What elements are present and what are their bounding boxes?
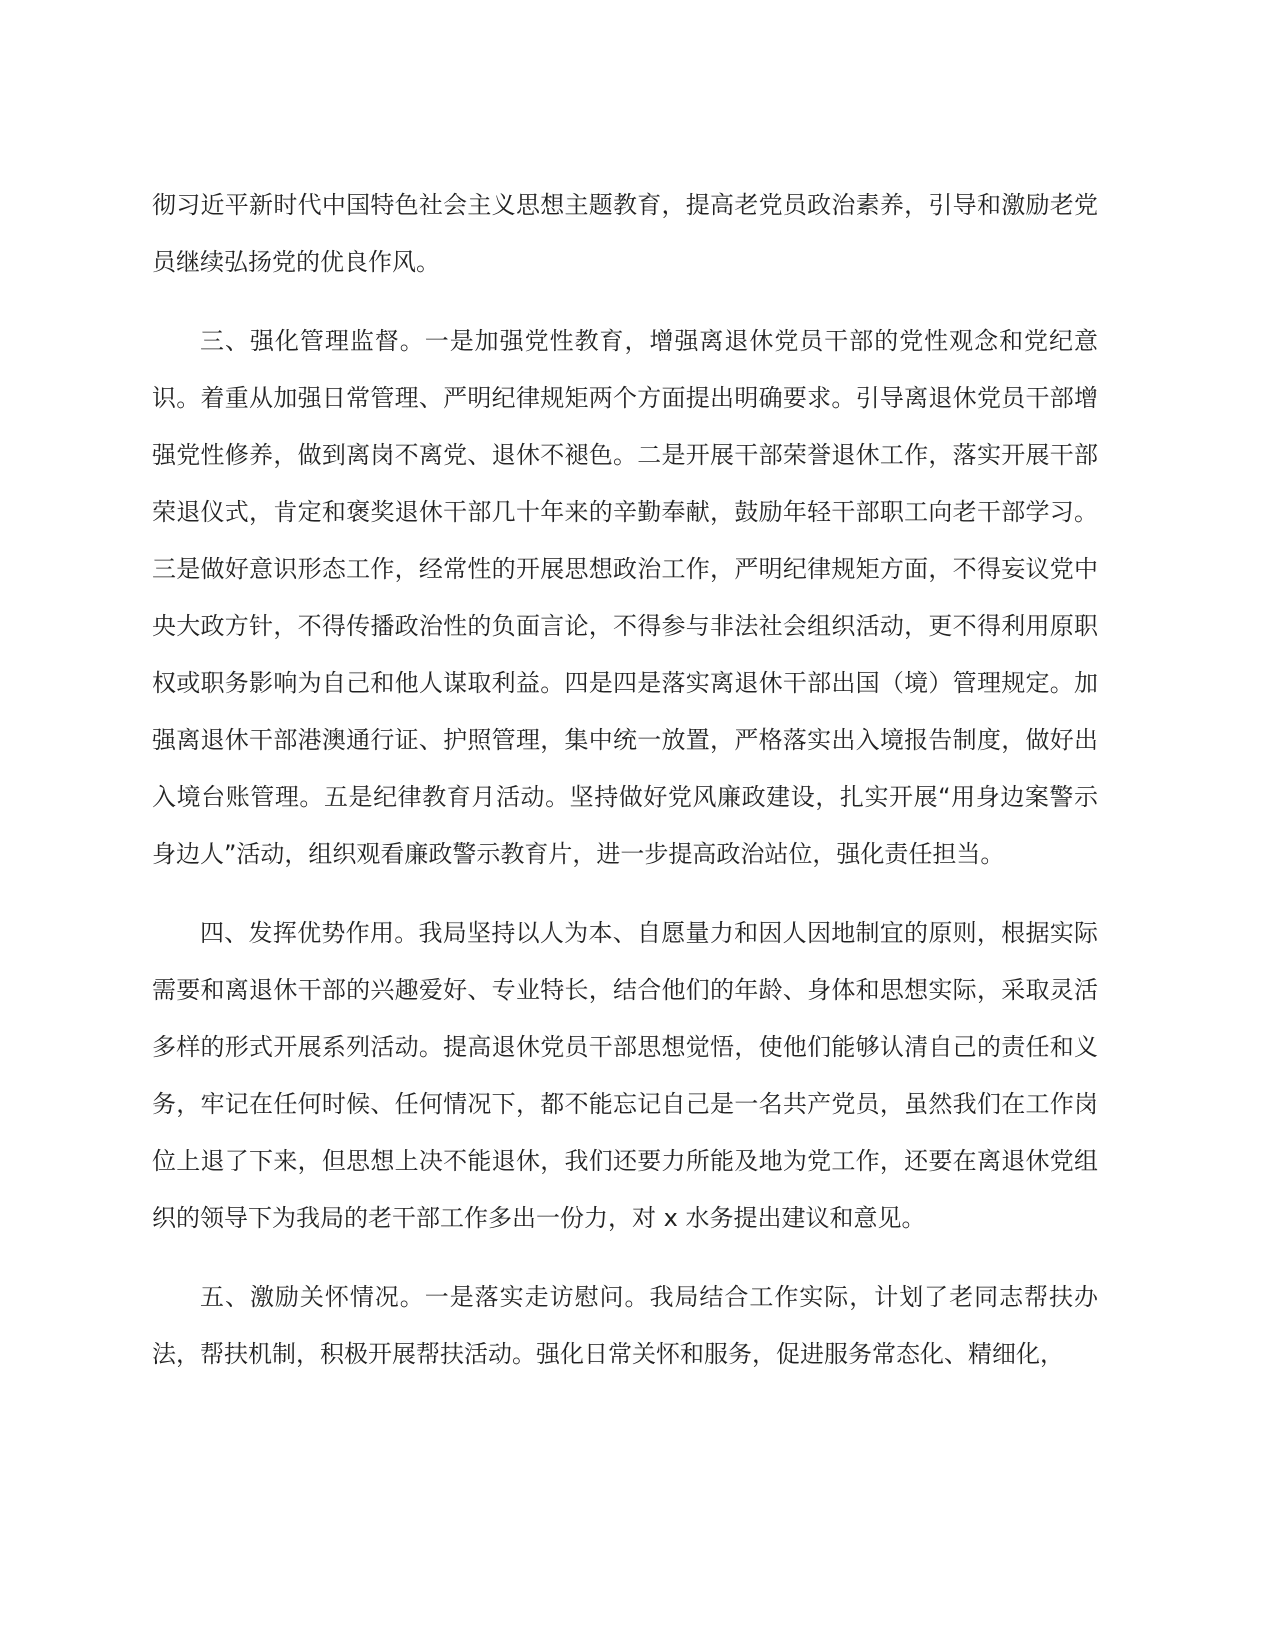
document-body xyxy=(152,177,1098,1383)
paragraph-section-four: 四、发挥优势作用。我局坚持以人为本、自愿量力和因人因地制宜的原则，根据实际需要和离退休干部的兴趣爱好、专业特长，结合他们的年龄、身体和思想实际，采取灵活多样的形式开展系列活动。提高退休党员干部思想觉悟，使他们能够认清自己的责任和义务，牢记在任何时候、任何情况下，都不能忘记自己是一名共产党员，虽然我们在工作岗位上退了下来，但思想上决不能退休，我们还要力所能及地为党工作，还要在离退休党组织的领导下为我局的老干部工作多出一份力，对 x 水务提出建议和意见。 xyxy=(152,919,1098,1232)
paragraph-section-three: 三、强化管理监督。一是加强党性教育，增强离退休党员干部的党性观念和党纪意识。着重从加强日常管理、严明纪律规矩两个方面提出明确要求。引导离退休党员干部增强党性修养，做到离岗不离党、退休不褪色。二是开展干部荣誉退休工作，落实开展干部荣退仪式，肯定和褒奖退休干部几十年来的辛勤奉献，鼓励年轻干部职工向老干部学习。三是做好意识形态工作，经常性的开展思想政治工作，严明纪律规矩方面，不得妄议党中央大政方针，不得传播政治性的负面言论，不得参与非法社会组织活动，更不得利用原职权或职务影响为自己和他人谋取利益。四是四是落实离退休干部出国（境）管理规定。加强离退休干部港澳通行证、护照管理，集中统一放置，严格落实出入境报告制度，做好出入境台账管理。五是纪律教育月活动。坚持做好党风廉政建设，扎实开展“用身边案警示身边人”活动，组织观看廉政警示教育片，进一步提高政治站位，强化责任担当。 xyxy=(152,327,1098,868)
paragraph-continuation: 彻习近平新时代中国特色社会主义思想主题教育，提高老党员政治素养，引导和激励老党员继续弘扬党的优良作风。 xyxy=(152,191,1098,276)
paragraph-section-five: 五、激励关怀情况。一是落实走访慰问。我局结合工作实际，计划了老同志帮扶办法，帮扶机制，积极开展帮扶活动。强化日常关怀和服务，促进服务常态化、精细化， xyxy=(152,1283,1098,1368)
